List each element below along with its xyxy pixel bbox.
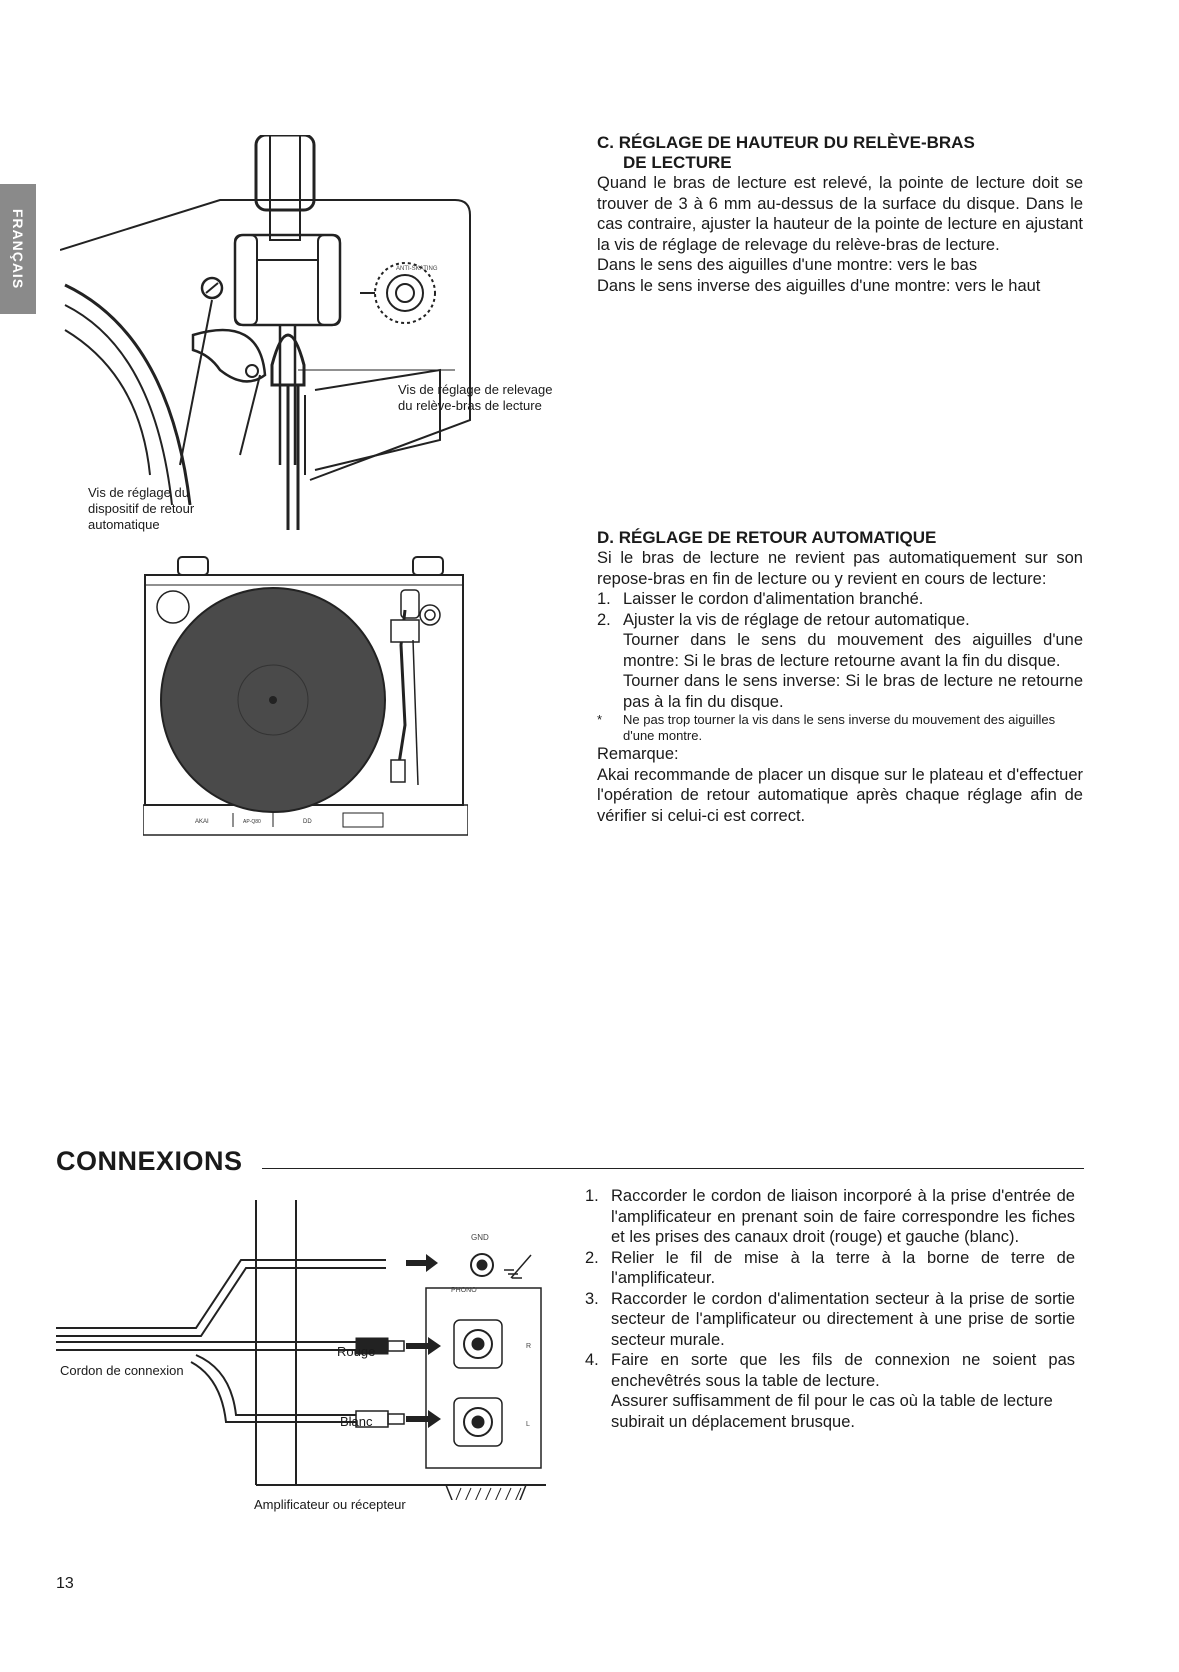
language-tab [0, 184, 36, 314]
connexion-step-4 [585, 1350, 1075, 1391]
white-plug-caption: Blanc [340, 1414, 373, 1429]
step-2-clockwise: Tourner dans le sens du mouvement des aiguilles d'une montre: Si le bras de lecture retourne avant la fin du disque. [623, 631, 1083, 670]
section-c-clockwise: Dans le sens des aiguilles d'une montre: vers le bas [597, 256, 978, 274]
remark-title: Remarque: [597, 745, 679, 763]
step-1-text: Laisser le cordon d'alimentation branché. [623, 590, 924, 608]
connexion-step-2-text: Relier le fil de mise à la terre à la borne de terre de l'amplificateur. [611, 1248, 1075, 1287]
red-plug-caption: Rouge [337, 1344, 376, 1359]
section-c-title-2: DE LECTURE [623, 153, 732, 172]
section-c [597, 133, 1083, 296]
language-tab-label: FRANÇAIS [10, 208, 26, 290]
tonearm-lift-figure [60, 135, 620, 530]
turntable-brand: AKAI [195, 819, 209, 825]
connexion-step-3-number: 3. [585, 1289, 599, 1308]
connexion-step-2 [585, 1248, 1075, 1289]
section-c-body: Quand le bras de lecture est relevé, la pointe de lecture doit se trouver de 3 à 6 mm au-dessus de la surface du disque. Dans le cas contraire, ajuster la hauteur de la pointe de lecture en ajustant la vis de réglage de relevage du relève-bras de lecture. [597, 174, 1083, 254]
channel-l-label: L [526, 1421, 530, 1428]
phono-label: PHONO [451, 1287, 477, 1294]
connexion-step-3-text: Raccorder le cordon d'alimentation secteur à la prise de sortie secteur de l'amplificateur ou directement à une prise de sortie secteur murale. [611, 1289, 1075, 1349]
section-d-step-1 [597, 589, 1083, 610]
section-d-intro: Si le bras de lecture ne revient pas automatiquement sur son repose-bras en fin de lecture ou y revient en cours de lecture: [597, 549, 1083, 588]
lift-screw-caption [398, 382, 552, 414]
lift-screw-caption-line2: du relève-bras de lecture [398, 398, 542, 413]
remark-text: Akai recommande de placer un disque sur le plateau et d'effectuer l'opération de retour automatique après chaque réglage afin de vérifier si celui-ci est correct. [597, 765, 1083, 825]
heading-rule [262, 1168, 1084, 1169]
step-2-text: Ajuster la vis de réglage de retour automatique. [623, 610, 970, 629]
turntable-top-view [143, 555, 468, 840]
connexion-step-4-extra: Assurer suffisamment de fil pour le cas où la table de lecture subirait un déplacement brusque. [611, 1392, 1053, 1431]
return-screw-caption-line1: Vis de réglage du [88, 485, 189, 500]
section-d-title: D. RÉGLAGE DE RETOUR AUTOMATIQUE [597, 528, 937, 547]
gnd-label: GND [471, 1233, 489, 1242]
note-mark: * [597, 712, 603, 727]
cord-caption: Cordon de connexion [60, 1363, 184, 1378]
connexion-step-1-text: Raccorder le cordon de liaison incorporé à la prise d'entrée de l'amplificateur en prenant soin de faire correspondre les fiches et les prises des canaux droit (rouge) et gauche (blanc). [611, 1187, 1075, 1246]
turntable-badge: DD [303, 819, 312, 825]
step-2-counterclockwise: Tourner dans le sens inverse: Si le bras de lecture ne retourne pas à la fin du disque. [623, 672, 1083, 711]
return-screw-caption-line2: dispositif de retour [88, 501, 195, 516]
step-1-number: 1. [597, 590, 611, 608]
amplifier-caption: Amplificateur ou récepteur [254, 1497, 406, 1512]
connexion-step-4-text: Faire en sorte que les fils de connexion ne soient pas enchevêtrés sous la table de lecture. [611, 1351, 1075, 1390]
connexion-step-2-number: 2. [585, 1248, 599, 1267]
step-2-number: 2. [597, 610, 611, 629]
return-screw-caption [88, 485, 194, 533]
connexion-step-1-number: 1. [585, 1187, 599, 1205]
dial-label: ANTI-SKATING [396, 266, 438, 272]
connexion-step-1 [585, 1186, 1075, 1248]
section-c-counterclockwise: Dans le sens inverse des aiguilles d'une montre: vers le haut [597, 276, 1041, 295]
page-number: 13 [56, 1575, 74, 1592]
connexions-heading: CONNEXIONS [56, 1146, 243, 1176]
connexion-step-4-number: 4. [585, 1351, 599, 1369]
channel-r-label: R [526, 1343, 532, 1350]
section-d-step-2 [597, 610, 1083, 631]
connexions-steps [585, 1186, 1075, 1432]
section-c-title-1: C. RÉGLAGE DE HAUTEUR DU RELÈVE-BRAS [597, 133, 975, 152]
connection-diagram [56, 1200, 556, 1500]
lift-screw-caption-line1: Vis de réglage de relevage [398, 382, 553, 397]
turntable-model: AP-Q80 [243, 819, 261, 825]
return-screw-caption-line3: automatique [88, 517, 160, 532]
section-d-note [597, 712, 1083, 744]
section-d [597, 528, 1083, 826]
note-text: Ne pas trop tourner la vis dans le sens inverse du mouvement des aiguilles d'une montre. [623, 712, 1056, 743]
connexion-step-3 [585, 1289, 1075, 1351]
